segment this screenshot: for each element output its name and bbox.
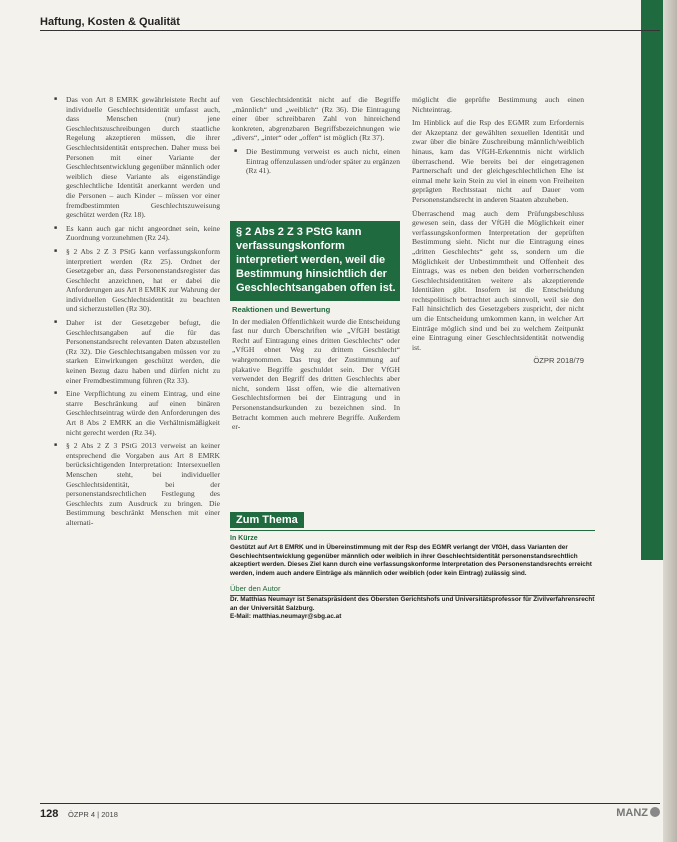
list-item: ■ Die Bestimmung verweist es auch nicht, einen Eintrag offenzulassen und/oder später zu ergänzen (Rz 41).	[246, 147, 400, 176]
divider	[230, 530, 595, 531]
page-edge-shadow	[663, 0, 677, 842]
list-item: ■ § 2 Abs 2 Z 3 PStG kann verfassungskonform interpretiert werden (Rz 25). Ordnet der Gesetzgeber an, dass Personenstandsregister das Geschlecht anzeichnen, hat er dabei die Anforderungen aus Art 8 EMRK zur Wahrung der individuellen Geschlechtsidentität zu beachten und sicherzustellen (Rz 30).	[66, 247, 220, 314]
page-number: 128	[40, 808, 59, 820]
paragraph: Im Hinblick auf die Rsp des EGMR zum Erfordernis der Akzeptanz der gewählten sexuellen Identität und zwar über die binäre Zuschreibung männlich/weiblich hinaus, kam das VfGH-Erkenntnis nicht wirklich überraschend. Wie bereits bei der eingetragenen Partnerschaft und der gleichgeschlechtlichen Ehe ist einmal mehr kein Stein zu viel in einem von Freiheiten geprägten Rechtsstaat nicht auf Dauer vom Personenstandsrecht in anderen Staaten abzuheben.	[412, 118, 584, 204]
key-points-list	[52, 95, 220, 528]
journal-issue: ÖZPR 4 | 2018	[68, 810, 118, 819]
section-color-tab	[641, 0, 663, 560]
in-kuerze-text: Gestützt auf Art 8 EMRK und in Übereinstimmung mit der Rsp des EGMR verlangt der VfGH, dass Varianten der Geschlechtsentwicklung gegenüber männlich oder weiblich in ihrer Geschlechtsidentität personenstandsrechtlich akzeptiert werden. Dieses Ziel kann durch eine verfassungskonforme Interpretation des Personenstandsrechts erreicht werden, indem auch andere Einträge als männlich oder weiblich (oder kein Eintrag) zulässig sind.	[230, 544, 592, 577]
highlight-box: § 2 Abs 2 Z 3 PStG kann verfassungskonform interpretiert werden, weil die Bestimmung hinsichtlich der Geschlechtsangaben offen ist.	[230, 221, 400, 301]
running-header	[40, 12, 660, 31]
key-points-list-2	[232, 147, 400, 176]
publisher-name: MANZ	[616, 807, 648, 819]
list-item: ■ Es kann auch gar nicht angeordnet sein, keine Zuordnung vorzunehmen (Rz 24).	[66, 224, 220, 243]
autor-email: E-Mail: matthias.neumayr@sbg.ac.at	[230, 613, 342, 620]
paragraph: In der medialen Öffentlichkeit wurde die Entscheidung fast nur durch Überschriften wie „VfGH bestätigt Recht auf Eintragung eines dritten Geschlechts“ oder „VfGH ebnet Weg zu drittem Geschlecht“ wahrgenommen. Das trug der Zustimmung auf plakative Begriffe geschuldet sein. Der VfGH verwendet den Begriff des dritten Geschlechts aber nicht, sondern lässt offen, wie die alternativen Geschlechtsformen bei der Eintragung und in Personenstandsurkunden zu bezeichnen sind. In Betracht kommen auch mehrere Begriffe. Außerdem er-	[232, 316, 400, 432]
section-heading: Reaktionen und Bewertung	[232, 305, 331, 314]
column-1	[52, 95, 220, 532]
zum-thema-title: Zum Thema	[230, 512, 304, 528]
column-2	[232, 95, 400, 180]
publisher-logo	[616, 807, 660, 819]
column-3	[412, 95, 584, 366]
autor-label: Über den Autor	[230, 584, 281, 593]
paragraph: Überraschend mag auch dem Prüfungsbeschluss gewesen sein, dass der VfGH die Möglichkeit einer verfassungskonformen Interpretation der geprüften Bestimmung sieht. Nicht nur die Eintragung eines „dritten Geschlechts“ geht ss, sondern um die Möglichkeit der Unbestimmtheit und Offenheit des Eintrags, was es neben den beiden vorherrschenden Geschlechtsidentitäten weitere als akzeptierende Identitäten gibt. Insofern ist die Entscheidung rechtspolitisch betrachtet auch sinnvoll, weil sie den Fall hinsichtlich des Gesetzgebers zuspricht, der nicht um die Entscheidung umkommen kann, in welcher Art Einträge möglich sind und bei zu welchem Zeitpunkt eine Eintragung einer Geschlechtsidentität notwendig ist.	[412, 208, 584, 352]
paragraph: ven Geschlechtsidentität nicht auf die Begriffe „männlich“ und „weiblich“ (Rz 36). Die Eintragung einer über schreibbaren Zahl von hinreichend konkreten, abgrenzbaren Begriffsbezeichnungen wie „divers“, „inter“ oder „offen“ ist möglich (Rz 37).	[232, 95, 400, 143]
list-item: ■ Das von Art 8 EMRK gewährleistete Recht auf individuelle Geschlechtsidentität umfasst auch, dass Menschen (nur) jene Geschlechtszuschreibungen durch staatliche Regelung akzeptieren müssen, die ihrer Geschlechtsidentität entsprechen. Daher muss bei Personen mit einer Variante der Geschlechtsentwicklung gegenüber männlich oder weiblich diese Variante als eigenständige geschlechtliche Identität anerkannt werden und die Personen – auch Kinder – müssen vor einer fremdbestimmten Geschlechtszuweisung geschützt werden (Rz 18).	[66, 95, 220, 220]
autor-text: Dr. Matthias Neumayr ist Senatspräsident des Obersten Gerichtshofs und Universitätsprofessor für Zivilverfahrensrecht an der Universität Salzburg.	[230, 596, 595, 612]
list-item: ■ § 2 Abs 2 Z 3 PStG 2013 verweist an keiner entsprechend die Vorgaben aus Art 8 EMRK berücksichtigenden Interpretation: Intersexuellen Menschen steht, bei individueller Geschlechtsidentität, bei der personenstandsrechtlichen Festlegung des Geschlechts zum Ausdruck zu bringen. Die Bestimmung beschränkt Menschen mit einer alternati-	[66, 441, 220, 527]
in-kuerze-label: In Kürze	[230, 535, 258, 542]
zum-thema-box	[230, 510, 595, 622]
list-item: ■ Eine Verpflichtung zu einem Eintrag, und eine starre Beschränkung auf einen binären Geschlechtseintrag würde den Anforderungen des Art 8 Abs 2 EMRK an die Verhältnismäßigkeit nicht gerecht werden (Rz 34).	[66, 389, 220, 437]
paragraph: möglicht die geprüfte Bestimmung auch einen Nichteintrag.	[412, 95, 584, 114]
reaction-section	[232, 305, 400, 436]
list-item: ■ Daher ist der Gesetzgeber befugt, die Geschlechtsangaben auf die für das Personenstandsrecht relevanten Daten abzustellen (Rz 32). Die Geschlechtsangaben müssen vor zu starken Einwirkungen geschützt werden, die keinen Bezug dazu haben und dürfen nicht zu einer Fremdbestimmung führen (Rz 33).	[66, 318, 220, 385]
page-footer	[40, 803, 660, 824]
article-signature: ÖZPR 2018/79	[533, 356, 584, 366]
publisher-mark-icon	[650, 807, 660, 817]
section-title: Haftung, Kosten & Qualität	[40, 16, 180, 28]
